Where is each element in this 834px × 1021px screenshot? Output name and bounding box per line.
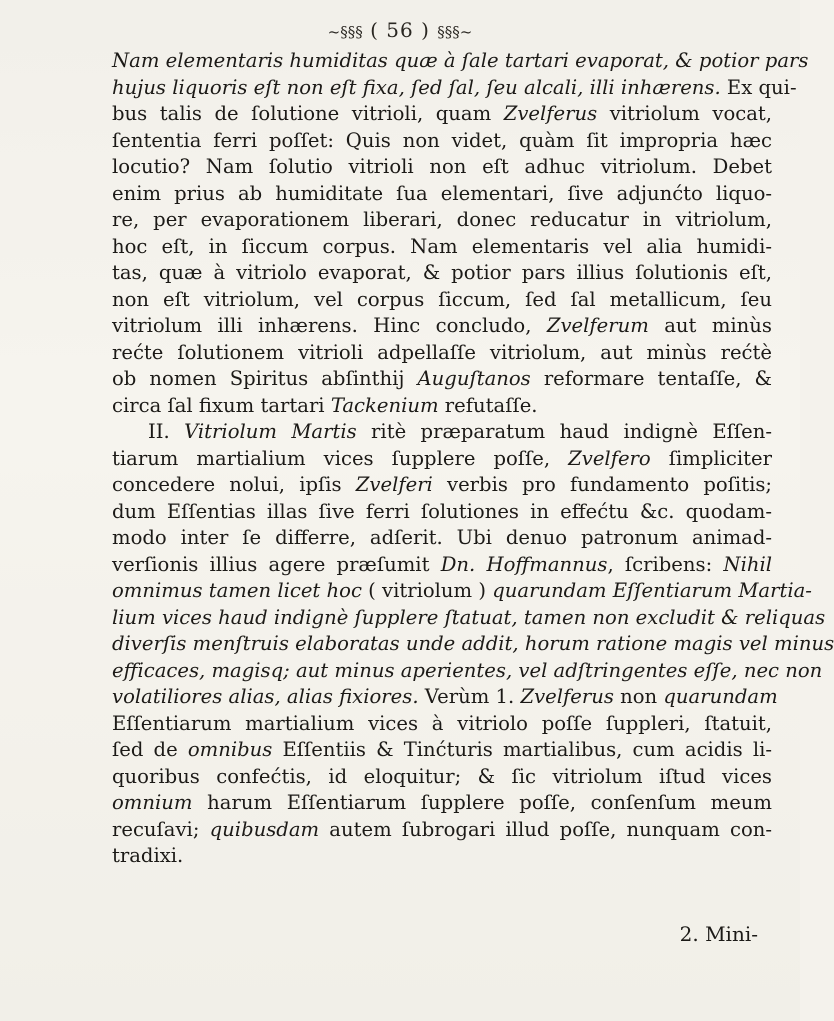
header-ornament-right: §§§~ — [437, 23, 473, 41]
text-run: dum Eſſentias illas ſive ferri ſolutiones in effećtu &c. quodam- — [112, 499, 772, 523]
text-line — [112, 764, 772, 791]
paragraph-2 — [112, 419, 834, 870]
page-header — [0, 18, 800, 42]
paragraph-1 — [112, 48, 809, 419]
italic-text: quibusdam — [209, 817, 320, 841]
text-run: circa ſal fixum tartari — [112, 393, 331, 417]
text-run: tas, quæ à vitriolo evaporat, & potior pars illius ſolutionis eſt, — [112, 261, 772, 284]
text-line — [112, 631, 834, 658]
text-line — [112, 684, 778, 711]
text-line — [112, 711, 772, 738]
italic-text: Auguſtanos — [417, 367, 531, 390]
text-run: non — [613, 685, 664, 708]
text-line — [112, 578, 812, 605]
text-run: Eſſentiarum martialium vices à vitriolo poſſe ſuppleri, ſtatuit, — [112, 711, 772, 735]
text-run: modo inter ſe differre, adſerit. Ubi denuo patronum animad- — [112, 526, 772, 549]
italic-text: quarundam Eſſentiarum Martia- — [492, 579, 812, 602]
text-line — [112, 419, 772, 446]
text-run: aut minùs — [648, 314, 772, 337]
italic-text: Zvelferus — [503, 102, 598, 125]
text-line — [112, 658, 823, 685]
text-run: quoribus confećtis, id eloquitur; & ſic vitriolum iſtud vices — [112, 764, 772, 788]
italic-text: diverſis menſtruis elaboratas unde addit, horum ratione magis vel minus — [112, 632, 834, 655]
text-line — [112, 181, 772, 208]
text-run: ſententia ferri poſſet: Quis non videt, quàm ſit impropria hæc — [112, 128, 772, 152]
text-run: locutio? Nam ſolutio vitrioli non eſt adhuc vitriolum. Debet — [112, 155, 772, 178]
text-run: hoc eſt, in ſiccum corpus. Nam elementaris vel alia humidi- — [112, 234, 772, 258]
italic-text: hujus liquoris eſt non eſt fixa, ſed ſal, ſeu alcali, illi inhærens. — [112, 75, 721, 99]
text-line — [112, 48, 809, 75]
text-run: concedere nolui, ipſis — [112, 473, 356, 496]
italic-text: Nihil — [723, 552, 772, 576]
text-line — [112, 605, 826, 632]
italic-text: Zvelferus — [520, 685, 614, 708]
text-run: Eſſentiis & Tinćturis martialibus, cum acidis li- — [272, 738, 772, 761]
text-line — [112, 525, 772, 552]
italic-text: Zvelfero — [568, 446, 651, 470]
text-run: bus talis de ſolutione vitrioli, quam — [112, 102, 504, 125]
italic-text: quarundam — [663, 685, 778, 708]
body-text — [112, 48, 834, 870]
text-run: II. — [148, 420, 185, 443]
italic-text: Nam elementaris humiditas quæ à ſale tartari evaporat, & potior pars — [112, 49, 809, 72]
text-line — [112, 790, 772, 817]
italic-text: volatiliores alias, alias fixiores. — [112, 685, 419, 708]
text-run: recuſavi; — [112, 817, 210, 841]
text-line — [112, 393, 772, 420]
text-line — [112, 737, 772, 764]
italic-text: Tackenium — [330, 393, 439, 417]
text-run: ſimpliciter — [650, 446, 773, 470]
text-line — [112, 207, 772, 234]
text-line — [112, 313, 772, 340]
page-number: ( 56 ) — [370, 18, 430, 42]
text-line — [112, 154, 772, 181]
header-ornament-left: ~§§§ — [327, 23, 363, 41]
text-run: ritè præparatum haud indignè Eſſen- — [356, 420, 772, 443]
text-run: re, per evaporationem liberari, donec reducatur in vitriolum, — [112, 208, 772, 231]
text-line — [112, 446, 772, 473]
text-line — [112, 287, 772, 314]
italic-text: Zvelferum — [546, 314, 649, 337]
text-run: autem ſubrogari illud poſſe, nunquam con- — [319, 817, 773, 841]
text-line — [112, 843, 772, 870]
text-run: ( vitriolum ) — [361, 579, 493, 602]
text-line — [112, 234, 772, 261]
text-run: , ſcribens: — [607, 552, 724, 576]
text-line — [112, 366, 772, 393]
text-run: vitriolum vocat, — [597, 102, 773, 125]
text-run: Ex qui- — [720, 75, 797, 99]
text-line — [112, 340, 772, 367]
text-run: ſed de — [112, 738, 188, 761]
text-line — [112, 128, 772, 155]
italic-text: lium vices haud indignè ſupplere ſtatuat, tamen non excludit & reliquas — [112, 605, 826, 629]
text-run: refutaſſe. — [438, 393, 538, 417]
text-run: enim prius ab humiditate ſua elementari, ſive adjunćto liquo- — [112, 181, 772, 205]
text-line — [112, 552, 772, 579]
italic-text: Vitriolum Martis — [184, 420, 357, 443]
text-run: verbis pro fundamento poſitis; — [432, 473, 772, 496]
text-run: harum Eſſentiarum ſupplere poſſe, conſenſum meum — [192, 791, 772, 814]
italic-text: omnimus tamen licet hoc — [112, 579, 362, 602]
text-run: reformare tentaſſe, & — [530, 367, 773, 390]
italic-text: Zvelferi — [355, 473, 433, 496]
italic-text: omnium — [112, 791, 193, 814]
text-line — [112, 101, 772, 128]
text-run: Verùm 1. — [418, 685, 521, 708]
text-run: non eſt vitriolum, vel corpus ſiccum, ſed ſal metallicum, ſeu — [112, 287, 772, 311]
catchword: 2. Mini- — [679, 922, 758, 946]
text-line — [112, 260, 772, 287]
italic-text: omnibus — [187, 738, 273, 761]
text-line — [112, 472, 772, 499]
text-run: vitriolum illi inhærens. Hinc concludo, — [112, 314, 547, 337]
text-run: tradixi. — [112, 844, 184, 867]
text-run: ob nomen Spiritus abſinthij — [112, 367, 418, 390]
italic-text: efficaces, magisq; aut minus aperientes, vel adſtringentes eſſe, nec non — [112, 658, 823, 682]
text-run: verſionis illius agere præſumit — [112, 552, 441, 576]
text-run: rećte ſolutionem vitrioli adpellaſſe vitriolum, aut minùs rećtè — [112, 340, 772, 364]
text-line — [112, 499, 772, 526]
text-run: tiarum martialium vices ſupplere poſſe, — [112, 446, 569, 470]
text-line — [112, 75, 797, 102]
text-line — [112, 817, 772, 844]
italic-text: Dn. Hoffmannus — [440, 552, 608, 576]
